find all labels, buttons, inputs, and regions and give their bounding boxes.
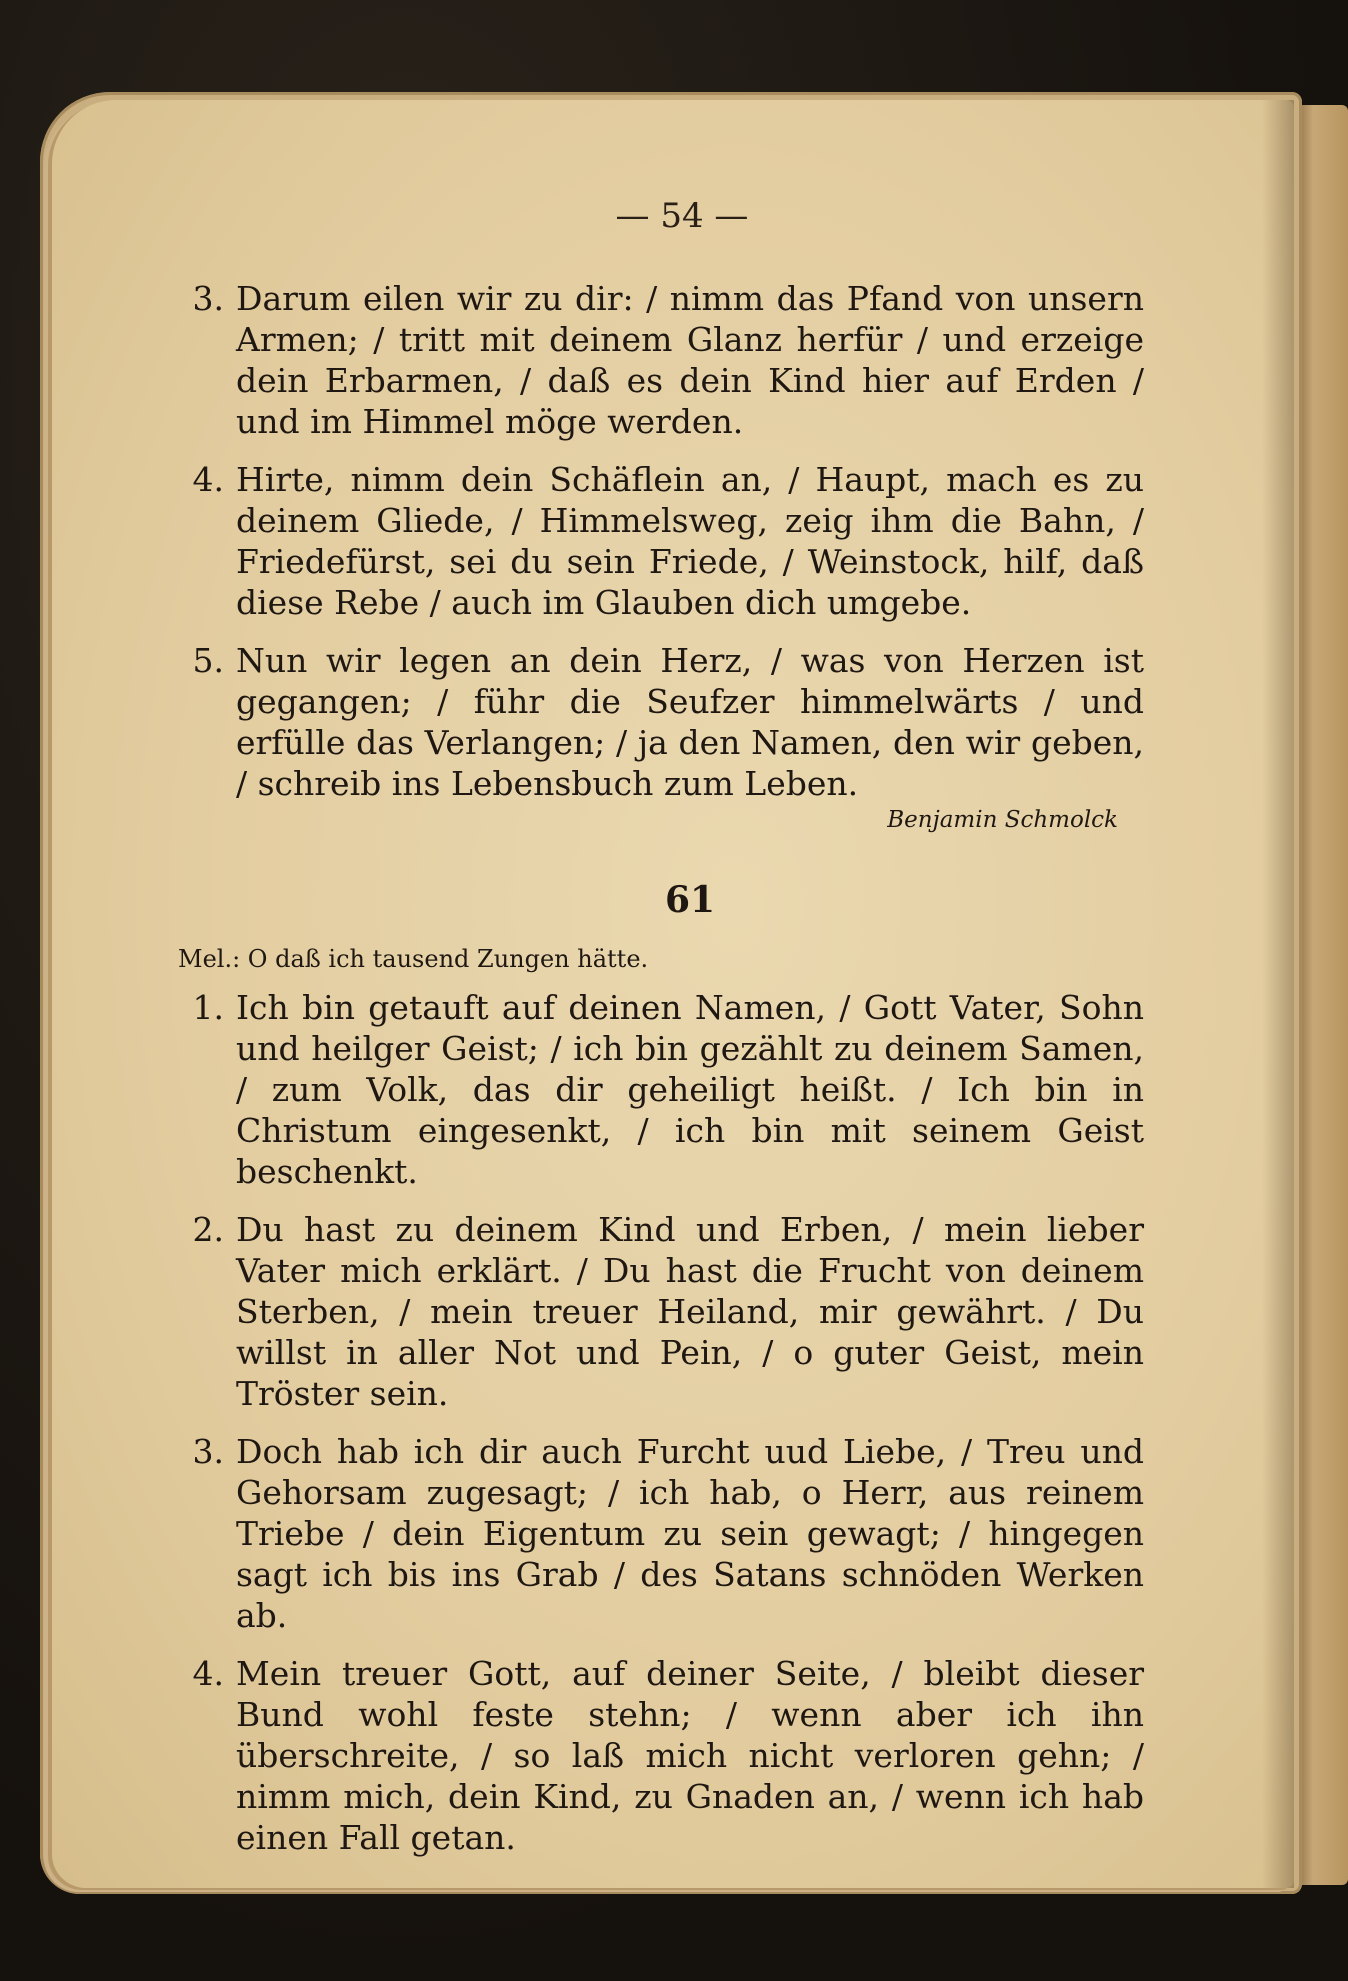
stanza-number: 5. [192, 641, 224, 680]
page-content [178, 278, 1144, 1875]
stanza-number: 3. [192, 1432, 224, 1471]
stanza-1 [192, 987, 1144, 1192]
stanza-text: Doch hab ich dir auch Furcht uud Liebe, / Treu und Gehorsam zugesagt; / ich hab, o Herr, aus reinem Triebe / dein Eigentum zu sein gewagt; / hingegen sagt ich bis ins Grab / des Satans schnöden Werken ab. [236, 1432, 1144, 1635]
stanza-text: Darum eilen wir zu dir: / nimm das Pfand von unsern Armen; / tritt mit deinem Glanz herfür / und erzeige dein Erbarmen, / daß es dein Kind hier auf Erden / und im Himmel möge werden. [236, 279, 1144, 441]
stanza-number: 1. [192, 988, 224, 1027]
stanza-text: Ich bin getauft auf deinen Namen, / Gott Vater, Sohn und heilger Geist; / ich bin gezählt zu deinem Samen, / zum Volk, das dir geheiligt heißt. / Ich bin in Christum eingesenkt, / ich bin mit seinem Geist beschenkt. [236, 988, 1144, 1191]
stanza-text: Hirte, nimm dein Schäflein an, / Haupt, mach es zu deinem Gliede, / Himmelsweg, zeig ihm die Bahn, / Friedefürst, sei du sein Friede, / Weinstock, hilf, daß diese Rebe / auch im Glauben dich umgebe. [236, 460, 1144, 622]
stanza-text: Nun wir legen an dein Herz, / was von Herzen ist gegangen; / führ die Seufzer himmelwärts / und erfülle das Verlangen; / ja den Namen, den wir geben, / schreib ins Lebensbuch zum Leben. [236, 641, 1144, 803]
melody-note: Mel.: O daß ich tausend Zungen hätte. [178, 945, 649, 973]
stanza-prev-5 [192, 640, 1144, 804]
author-attribution: Benjamin Schmolck [887, 807, 1118, 833]
book-gutter-shadow [1262, 100, 1294, 1888]
stanza-3 [192, 1431, 1144, 1636]
hymn-number: 61 [664, 879, 716, 921]
stanza-prev-4 [192, 459, 1144, 623]
stanza-number: 4. [192, 460, 224, 499]
stanza-number: 3. [192, 279, 224, 318]
stanza-4 [192, 1653, 1144, 1858]
stanza-text: Du hast zu deinem Kind und Erben, / mein lieber Vater mich erklärt. / Du hast die Frucht von deinem Sterben, / mein treuer Heiland, mir gewährt. / Du willst in aller Not und Pein, / o guter Geist, mein Tröster sein. [236, 1210, 1144, 1413]
stanza-number: 2. [192, 1210, 224, 1249]
page-number: — 54 — [615, 196, 749, 236]
stanza-text: Mein treuer Gott, auf deiner Seite, / bleibt dieser Bund wohl feste stehn; / wenn aber ich ihn überschreite, / so laß mich nicht verloren gehn; / nimm mich, dein Kind, zu Gnaden an, / wenn ich hab einen Fall getan. [236, 1654, 1144, 1857]
stanza-2 [192, 1209, 1144, 1414]
stanza-number: 4. [192, 1654, 224, 1693]
stanza-prev-3 [192, 278, 1144, 442]
